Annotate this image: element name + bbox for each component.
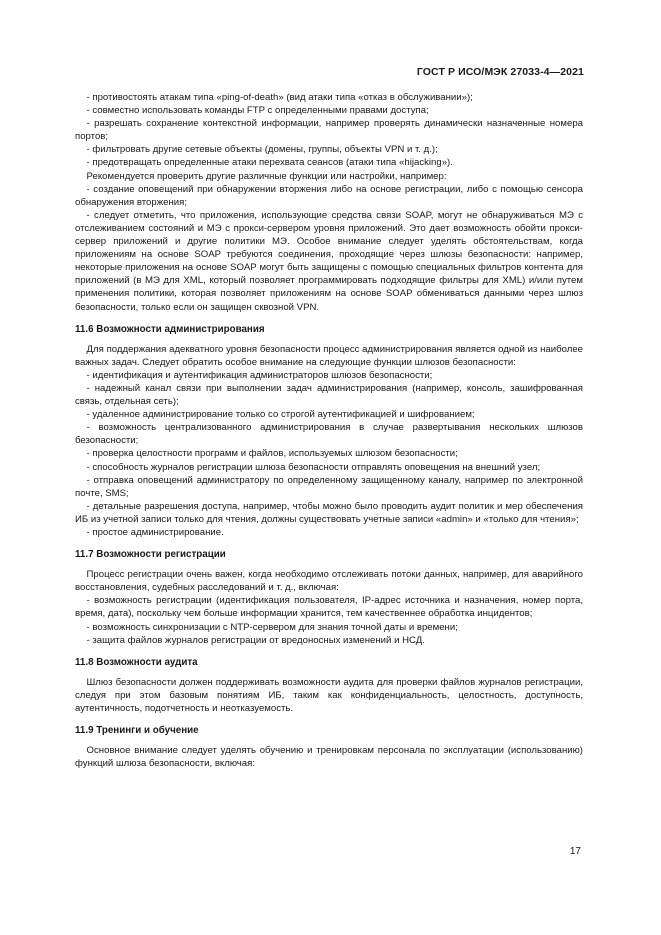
- section-heading-11-6: 11.6 Возможности администрирования: [75, 323, 265, 335]
- paragraph: Рекомендуется проверить другие различные функции или настройки, например:: [86, 170, 447, 182]
- paragraph: Для поддержания адекватного уровня безопасности процесс администрирования является одной из наиболее важных задач. Следует обратить особое внимание на следующие функции шлюзов безопасности:: [75, 343, 583, 368]
- list-item: - предотвращать определенные атаки перехвата сеансов (атаки типа «hijacking»).: [86, 157, 453, 169]
- list-item: - разрешать сохранение контекстной информации, например проверять динамически назначенные номера портов;: [75, 118, 583, 143]
- paragraph: Шлюз безопасности должен поддерживать возможности аудита для проверки файлов журналов регистрации, следуя при этом базовым понятиям ИБ, таким как конфиденциальность, целостность, доступность, аутентичность, подотчетность и неотказуемость.: [75, 676, 583, 715]
- page-content: [75, 91, 583, 770]
- list-item: - фильтровать другие сетевые объекты (домены, группы, объекты VPN и т. д.);: [86, 144, 438, 156]
- section-heading-11-9: 11.9 Тренинги и обучение: [75, 725, 199, 737]
- list-item: - способность журналов регистрации шлюза безопасности отправлять оповещения на внешний узел;: [86, 461, 541, 473]
- list-item: - проверка целостности программ и файлов, используемых шлюзом безопасности;: [86, 448, 458, 460]
- list-item: - возможность регистрации (идентификация пользователя, IP-адрес источника и назначения, номер порта, время, дата), поскольку чем больше информации хранится, тем качественнее обработка инцидентов;: [75, 595, 583, 620]
- paragraph: Процесс регистрации очень важен, когда необходимо отслеживать потоки данных, например, для аварийного восстановления, судебных расследований и т. д., включая:: [75, 569, 583, 594]
- list-item: - возможность синхронизации с NTP-сервером для знания точной даты и времени;: [86, 621, 458, 633]
- list-item: - отправка оповещений администратору по определенному защищенному каналу, например по электронной почте, SMS;: [75, 474, 583, 499]
- standard-header: ГОСТ Р ИСО/МЭК 27033-4—2021: [416, 66, 584, 78]
- list-item: - возможность централизованного администрирования в случае развертывания нескольких шлюзов безопасности;: [75, 422, 583, 447]
- list-item: - совместно использовать команды FTP с определенными правами доступа;: [86, 105, 429, 117]
- list-item: - защита файлов журналов регистрации от вредоносных изменений и НСД.: [86, 634, 425, 646]
- list-item: - идентификация и аутентификация администраторов шлюзов безопасности;: [86, 369, 433, 381]
- page-number: 17: [569, 846, 581, 857]
- section-heading-11-7: 11.7 Возможности регистрации: [75, 549, 226, 561]
- list-item: - надежный канал связи при выполнении задач администрирования (например, консоль, зашифрованная связь, отдельная сеть);: [75, 382, 583, 408]
- section-heading-11-8: 11.8 Возможности аудита: [75, 656, 198, 668]
- list-item: - создание оповещений при обнаружении вторжения либо на основе регистрации, либо с помощью сенсора обнаружения вторжения;: [75, 183, 583, 208]
- list-item: - детальные разрешения доступа, например, чтобы можно было проводить аудит политик и мер обеспечения ИБ из учетной записи только для чтения, должны существовать учетные записи «admin» и «только для чтения»;: [75, 500, 583, 525]
- list-item: - следует отметить, что приложения, использующие средства связи SOAP, могут не обнаруживаться МЭ с отслеживанием состояний и МЭ с прокси-сервером уровня приложений. Это дает возможность обойти прокси-сервер приложений и другие политики МЭ. Особое внимание следует уделять обстоятельствам, когда приложениям на основе SOAP требуются соединения, проходящие через шлюзы безопасности: например, некоторые приложения на основе SOAP могут быть защищены с помощью специальных фильтров контента для приложений (в МЭ для XML, который позволяет программировать подходящие фильтры для XML) и/или путем применения политики, которая позволяет приложениям на основе SOAP обмениваться данными через шлюз безопасности, только если он защищен сквозной VPN.: [75, 209, 583, 313]
- list-item: - простое администрирование.: [86, 527, 224, 538]
- paragraph: Основное внимание следует уделять обучению и тренировкам персонала по эксплуатации (использованию) функций шлюза безопасности, включая:: [75, 745, 583, 770]
- list-item: - удаленное администрирование только со строгой аутентификацией и шифрованием;: [86, 409, 475, 421]
- list-item: - противостоять атакам типа «ping-of-death» (вид атаки типа «отказ в обслуживании»);: [86, 92, 473, 103]
